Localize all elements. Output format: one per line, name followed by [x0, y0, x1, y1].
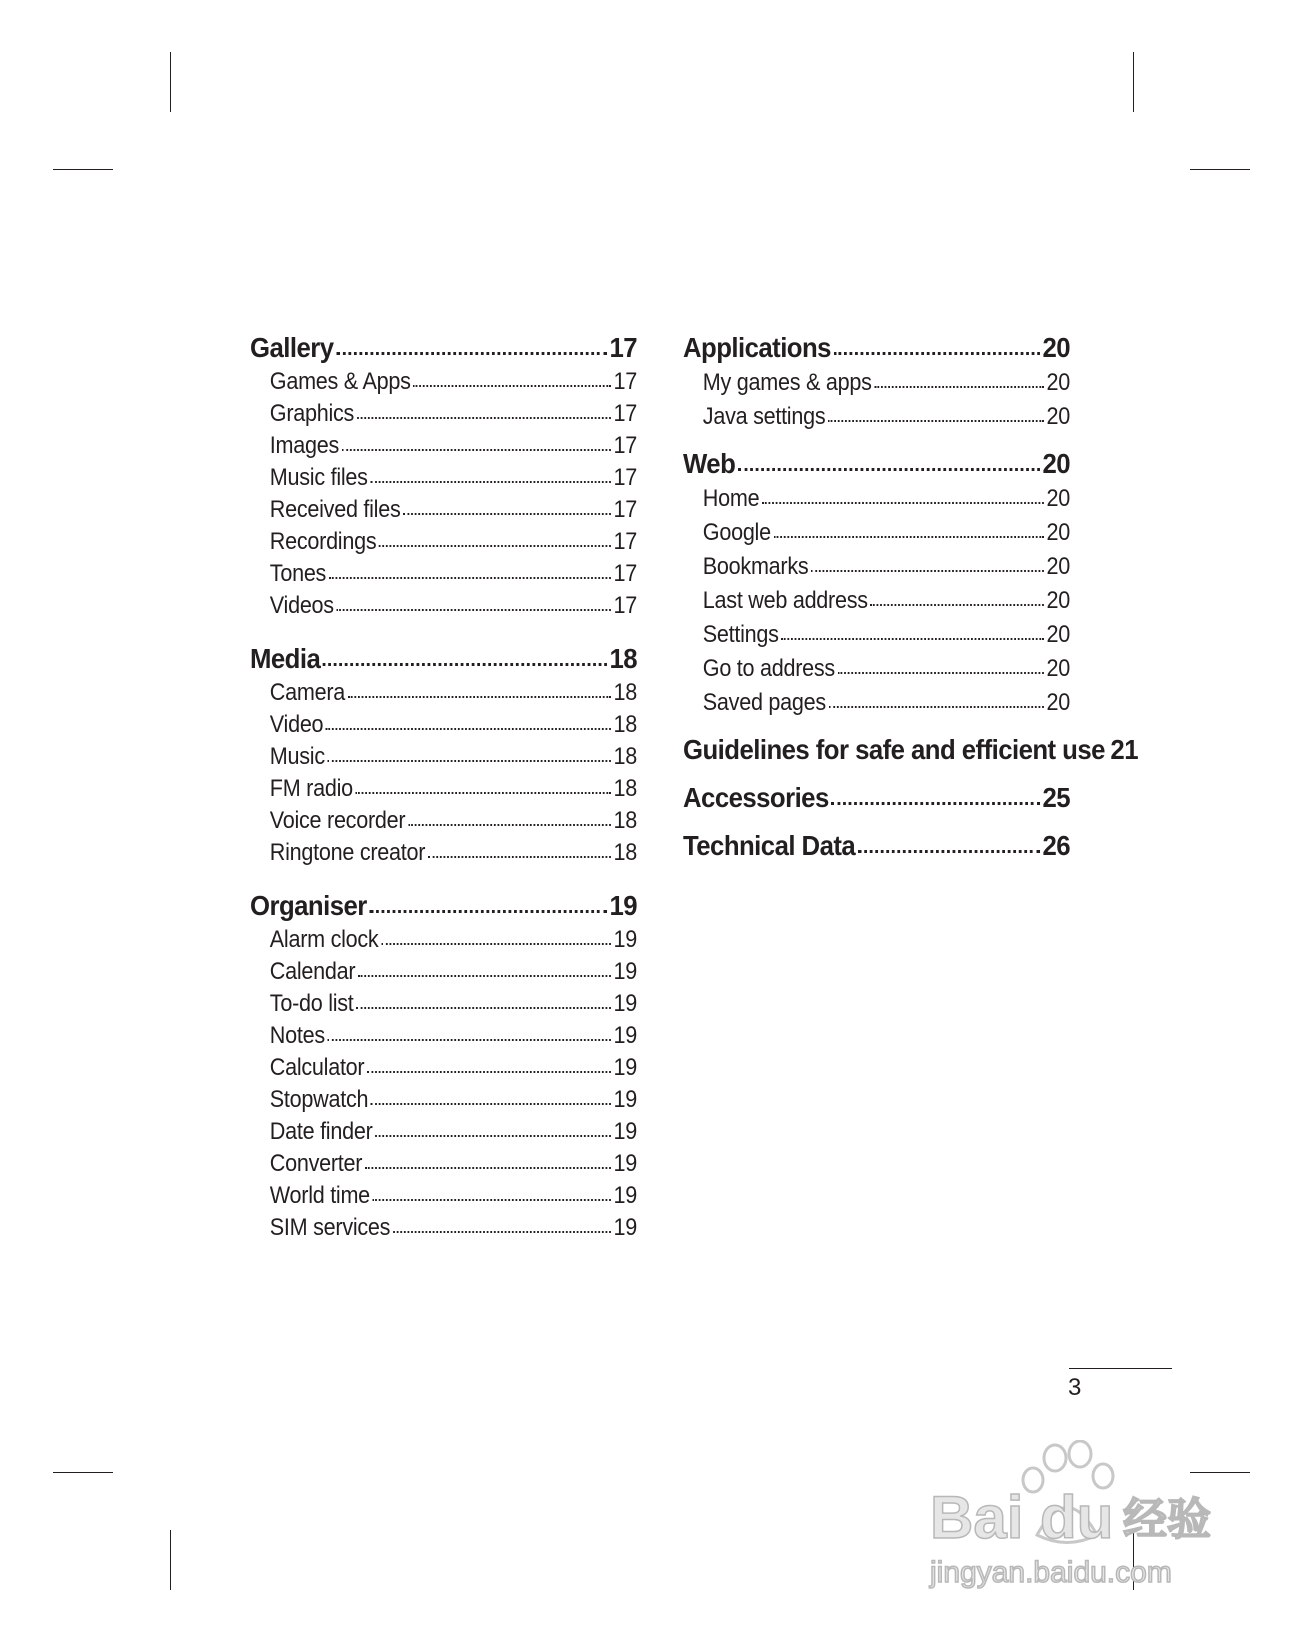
toc-heading-label: Web	[683, 448, 736, 479]
toc-entry[interactable]	[250, 398, 637, 430]
toc-section	[683, 446, 1070, 720]
watermark-text	[929, 1484, 1211, 1589]
toc-entry-page: 18	[613, 679, 637, 706]
page-number: 3	[1068, 1374, 1082, 1401]
toc-dot-leader	[367, 1071, 611, 1073]
toc-dot-leader	[357, 417, 611, 419]
toc-dot-leader	[829, 706, 1044, 708]
toc-section-heading[interactable]	[250, 330, 637, 366]
toc-heading-page: 18	[609, 643, 638, 674]
toc-entry-label: Images	[269, 432, 340, 459]
toc-dot-leader	[358, 975, 611, 977]
toc-entry-label: Date finder	[269, 1118, 373, 1145]
toc-entry[interactable]	[250, 956, 637, 988]
toc-entry-page: 17	[613, 432, 637, 459]
toc-dot-leader	[774, 536, 1044, 538]
crop-mark-top-right-horizontal	[1190, 169, 1250, 170]
toc-heading-label: Organiser	[250, 890, 367, 921]
toc-entry[interactable]	[250, 709, 637, 741]
toc-dot-leader	[381, 943, 611, 945]
toc-entry[interactable]	[683, 652, 1070, 686]
toc-section-heading[interactable]	[683, 732, 1138, 768]
toc-entry-page: 19	[613, 1086, 637, 1113]
toc-dot-leader	[370, 481, 610, 483]
toc-entry-page: 17	[613, 464, 637, 491]
toc-heading-page: 19	[609, 890, 638, 921]
toc-entry-page: 20	[1046, 689, 1070, 716]
toc-heading-label: Media	[250, 643, 321, 674]
toc-dot-leader	[336, 352, 606, 355]
toc-dot-leader	[762, 502, 1044, 504]
toc-section-heading[interactable]	[683, 446, 1070, 482]
toc-entry-label: Tones	[269, 560, 327, 587]
toc-entry[interactable]	[250, 462, 637, 494]
toc-entry[interactable]	[250, 1212, 637, 1244]
toc-entry-label: Music	[269, 743, 325, 770]
toc-entry-page: 20	[1046, 485, 1070, 512]
toc-entry[interactable]	[250, 1148, 637, 1180]
toc-dot-leader	[329, 577, 611, 579]
toc-section	[250, 641, 637, 869]
toc-entry-label: Google	[702, 519, 771, 546]
toc-entry[interactable]	[250, 1180, 637, 1212]
toc-section	[683, 330, 1070, 434]
toc-dot-leader	[811, 570, 1044, 572]
toc-heading-label: Technical Data	[683, 830, 856, 861]
toc-entry[interactable]	[683, 400, 1070, 434]
toc-left-column	[250, 330, 637, 1263]
toc-heading-label: Guidelines for safe and efficient use	[683, 734, 1105, 765]
toc-entry-page: 17	[613, 592, 637, 619]
toc-entry-label: Java settings	[702, 403, 826, 430]
toc-entry-label: Settings	[702, 621, 779, 648]
toc-dot-leader	[328, 1039, 611, 1041]
toc-entry-label: Ringtone creator	[269, 839, 426, 866]
toc-entry[interactable]	[250, 988, 637, 1020]
toc-dot-leader	[365, 1167, 611, 1169]
toc-entry-label: Calendar	[269, 958, 356, 985]
toc-dot-leader	[393, 1231, 611, 1233]
toc-entry-page: 20	[1046, 403, 1070, 430]
toc-entry[interactable]	[250, 741, 637, 773]
toc-entry-label: Graphics	[269, 400, 355, 427]
toc-heading-page: 25	[1042, 782, 1071, 813]
toc-entry-page: 18	[613, 807, 637, 834]
toc-dot-leader	[870, 604, 1043, 606]
toc-heading-page: 20	[1042, 332, 1071, 363]
toc-section-heading[interactable]	[683, 780, 1070, 816]
toc-heading-label: Gallery	[250, 332, 334, 363]
toc-entry-page: 20	[1046, 621, 1070, 648]
toc-entry-label: My games & apps	[702, 369, 872, 396]
toc-entry[interactable]	[250, 1052, 637, 1084]
toc-dot-leader	[781, 638, 1043, 640]
toc-dot-leader	[408, 824, 611, 826]
toc-dot-leader	[328, 760, 611, 762]
toc-entry-page: 19	[613, 1182, 637, 1209]
toc-dot-leader	[379, 545, 611, 547]
toc-entry[interactable]	[250, 837, 637, 869]
toc-dot-leader	[369, 910, 606, 913]
toc-entry-page: 17	[613, 496, 637, 523]
toc-entry-label: Alarm clock	[269, 926, 379, 953]
toc-entry[interactable]	[250, 430, 637, 462]
toc-entry-label: Bookmarks	[702, 553, 809, 580]
toc-dot-leader	[342, 449, 611, 451]
toc-entry-label: Music files	[269, 464, 368, 491]
toc-heading-page: 17	[609, 332, 638, 363]
crop-mark-top-left-horizontal	[53, 169, 113, 170]
toc-entry-page: 19	[613, 1118, 637, 1145]
toc-entry-page: 17	[613, 368, 637, 395]
toc-entry[interactable]	[683, 584, 1070, 618]
toc-dot-leader	[348, 696, 611, 698]
toc-entry-page: 19	[613, 926, 637, 953]
toc-section	[683, 780, 1070, 816]
toc-entry[interactable]	[250, 366, 637, 398]
toc-entry[interactable]	[250, 558, 637, 590]
toc-entry-label: Camera	[269, 679, 346, 706]
toc-entry[interactable]	[683, 366, 1070, 400]
toc-dot-leader	[326, 728, 611, 730]
toc-heading-label: Accessories	[683, 782, 829, 813]
toc-entry-label: Go to address	[702, 655, 835, 682]
toc-heading-page: 26	[1042, 830, 1071, 861]
toc-entry-page: 19	[613, 1214, 637, 1241]
toc-dot-leader	[834, 352, 1040, 355]
toc-entry[interactable]	[683, 618, 1070, 652]
toc-dot-leader	[738, 468, 1040, 471]
toc-dot-leader	[403, 513, 611, 515]
toc-section-heading[interactable]	[250, 888, 637, 924]
toc-entry-page: 18	[613, 711, 637, 738]
toc-section	[250, 330, 637, 622]
toc-entry-label: Videos	[269, 592, 334, 619]
toc-entry-label: Stopwatch	[269, 1086, 369, 1113]
toc-entry-label: Video	[269, 711, 324, 738]
watermark-cn-text: 经验	[1123, 1494, 1211, 1545]
crop-mark-bottom-left-vertical	[170, 1530, 171, 1590]
toc-dot-leader	[858, 850, 1040, 853]
toc-entry[interactable]	[683, 686, 1070, 720]
toc-dot-leader	[356, 1007, 611, 1009]
toc-entry-label: Games & Apps	[269, 368, 411, 395]
toc-entry-page: 19	[613, 1054, 637, 1081]
toc-right-column	[683, 330, 1138, 876]
toc-dot-leader	[337, 609, 611, 611]
toc-entry[interactable]	[250, 924, 637, 956]
toc-dot-leader	[413, 385, 610, 387]
toc-dot-leader	[874, 386, 1043, 388]
toc-dot-leader	[356, 792, 611, 794]
toc-section-heading[interactable]	[683, 330, 1070, 366]
toc-entry-page: 19	[613, 958, 637, 985]
toc-entry[interactable]	[250, 590, 637, 622]
paw-toe-icon	[1044, 1445, 1066, 1471]
toc-dot-leader	[828, 420, 1044, 422]
baidu-jingyan-watermark	[925, 1440, 1235, 1590]
toc-dot-leader	[373, 1199, 611, 1201]
toc-entry-page: 20	[1046, 519, 1070, 546]
watermark-brand: Bai du	[930, 1484, 1114, 1551]
toc-entry[interactable]	[250, 526, 637, 558]
toc-entry[interactable]	[250, 1084, 637, 1116]
toc-dot-leader	[831, 802, 1039, 805]
toc-heading-label: Applications	[683, 332, 831, 363]
crop-mark-top-left-vertical	[170, 52, 171, 112]
toc-entry-label: Last web address	[702, 587, 868, 614]
toc-entry[interactable]	[250, 494, 637, 526]
toc-entry-page: 18	[613, 775, 637, 802]
toc-entry-label: FM radio	[269, 775, 353, 802]
toc-entry-page: 20	[1046, 587, 1070, 614]
toc-entry-page: 20	[1046, 655, 1070, 682]
toc-entry-label: Notes	[269, 1022, 325, 1049]
toc-dot-leader	[838, 672, 1044, 674]
toc-dot-leader	[375, 1135, 611, 1137]
toc-section	[683, 828, 1070, 864]
toc-entry-page: 19	[613, 1150, 637, 1177]
page-number-rule	[1069, 1368, 1172, 1369]
paw-toe-icon	[1069, 1441, 1091, 1467]
toc-entry-label: Saved pages	[702, 689, 826, 716]
toc-entry-page: 19	[613, 990, 637, 1017]
toc-entry-page: 20	[1046, 369, 1070, 396]
toc-entry[interactable]	[683, 482, 1070, 516]
toc-entry-page: 20	[1046, 553, 1070, 580]
toc-section	[683, 732, 1138, 768]
toc-dot-leader	[428, 856, 611, 858]
toc-heading-page: 21	[1110, 734, 1138, 765]
toc-entry[interactable]	[250, 1116, 637, 1148]
toc-entry-label: Voice recorder	[269, 807, 406, 834]
toc-dot-leader	[371, 1103, 611, 1105]
toc-heading-page: 20	[1042, 448, 1071, 479]
toc-entry-page: 18	[613, 743, 637, 770]
toc-entry-label: Received files	[269, 496, 401, 523]
toc-dot-leader	[323, 663, 607, 666]
toc-entry[interactable]	[683, 550, 1070, 584]
toc-entry-label: SIM services	[269, 1214, 391, 1241]
toc-section-heading[interactable]	[250, 641, 637, 677]
toc-entry-label: Home	[702, 485, 760, 512]
toc-entry-label: Converter	[269, 1150, 363, 1177]
toc-entry[interactable]	[250, 677, 637, 709]
crop-mark-bottom-left-horizontal	[53, 1472, 113, 1473]
toc-entry-label: World time	[269, 1182, 370, 1209]
toc-entry[interactable]	[250, 1020, 637, 1052]
toc-entry-page: 17	[613, 400, 637, 427]
toc-entry-page: 17	[613, 560, 637, 587]
toc-entry[interactable]	[683, 516, 1070, 550]
toc-entry[interactable]	[250, 773, 637, 805]
crop-mark-top-right-vertical	[1133, 52, 1134, 112]
toc-entry-label: To-do list	[269, 990, 354, 1017]
watermark-url: jingyan.baidu.com	[930, 1556, 1172, 1589]
toc-entry-page: 18	[613, 839, 637, 866]
toc-entry-label: Recordings	[269, 528, 377, 555]
toc-section	[250, 888, 637, 1244]
toc-entry-label: Calculator	[269, 1054, 365, 1081]
toc-entry-page: 19	[613, 1022, 637, 1049]
toc-entry[interactable]	[250, 805, 637, 837]
toc-section-heading[interactable]	[683, 828, 1070, 864]
toc-entry-page: 17	[613, 528, 637, 555]
